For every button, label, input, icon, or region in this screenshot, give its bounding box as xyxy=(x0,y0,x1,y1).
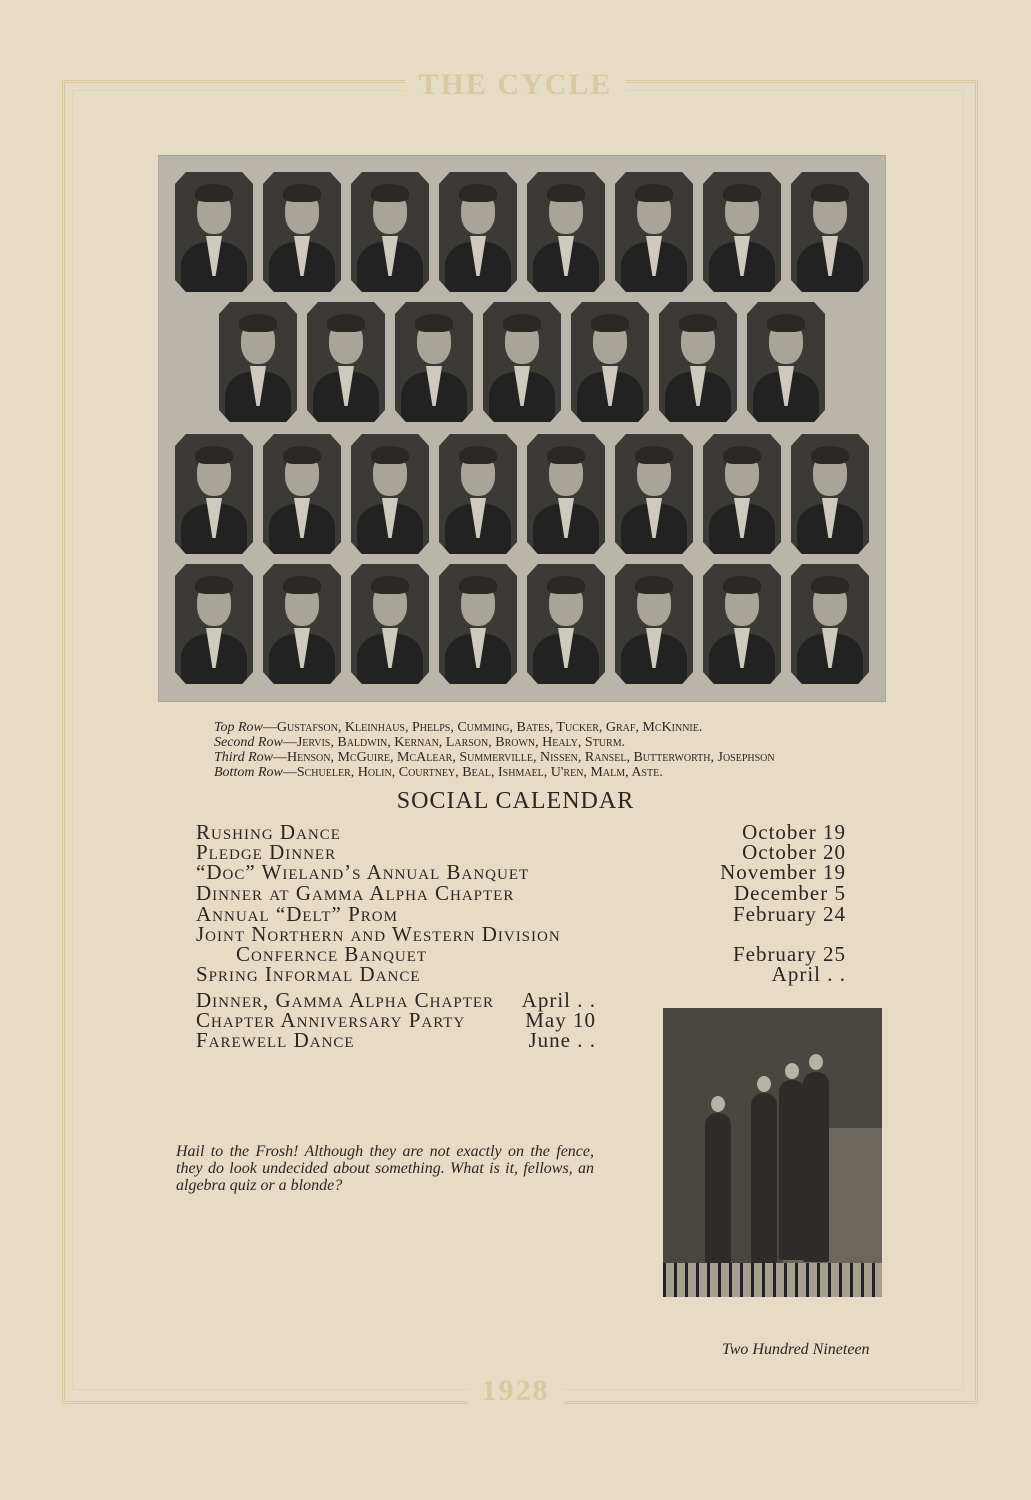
caption-row-label: Top Row xyxy=(214,720,263,735)
event-name: Confernce Banquet xyxy=(236,942,428,966)
event-name: Joint Northern and Western Division xyxy=(196,922,561,946)
calendar-entry xyxy=(196,842,846,862)
event-date: December 5 xyxy=(733,881,846,905)
portrait xyxy=(703,172,781,292)
calendar-title: SOCIAL CALENDAR xyxy=(396,788,635,814)
event-name: Farewell Dance xyxy=(196,1028,355,1052)
portrait xyxy=(791,172,869,292)
event-name: Spring Informal Dance xyxy=(196,962,421,986)
event-date: April . . xyxy=(771,962,846,986)
calendar-entry xyxy=(196,904,846,924)
portrait xyxy=(659,302,737,422)
caption-row-names: —Gustafson, Kleinhaus, Phelps, Cumming, Bates, Tucker, Graf, McKinnie. xyxy=(262,720,703,735)
portrait xyxy=(791,434,869,554)
portrait xyxy=(395,302,473,422)
portrait xyxy=(175,434,253,554)
event-name: “Doc” Wieland’s Annual Banquet xyxy=(196,860,530,884)
event-date: May 10 xyxy=(525,1008,596,1032)
calendar-entry xyxy=(236,944,846,964)
portrait xyxy=(351,434,429,554)
event-date: February 24 xyxy=(732,902,846,926)
event-name: Pledge Dinner xyxy=(196,840,337,864)
portrait xyxy=(263,564,341,684)
header-title: THE CYCLE xyxy=(405,68,627,101)
event-date: October 19 xyxy=(742,820,846,844)
caption-row-label: Second Row xyxy=(214,735,283,750)
calendar-entry xyxy=(196,924,846,944)
portrait-caption xyxy=(214,720,914,780)
portrait xyxy=(351,564,429,684)
portrait xyxy=(615,564,693,684)
portrait xyxy=(571,302,649,422)
snapshot-caption: Hail to the Frosh! Although they are not exactly on the fence, they do look undecided about something. What is it, fellows, an algebra quiz or a blonde? xyxy=(176,1143,594,1194)
portrait xyxy=(175,172,253,292)
portrait xyxy=(527,434,605,554)
running-footer xyxy=(0,1374,1031,1408)
portrait xyxy=(219,302,297,422)
event-name: Chapter Anniversary Party xyxy=(196,1008,466,1032)
calendar-entry xyxy=(196,883,846,903)
event-name: Dinner, Gamma Alpha Chapter xyxy=(196,988,495,1012)
portrait-row-third xyxy=(159,434,885,554)
portrait xyxy=(483,302,561,422)
caption-row-names: —Jervis, Baldwin, Kernan, Larson, Brown, Healy, Sturm. xyxy=(282,735,626,750)
portrait-row-second xyxy=(159,302,885,422)
event-date: October 20 xyxy=(742,840,846,864)
caption-row-names: —Henson, McGuire, McAlear, Summerville, Nissen, Ransel, Butterworth, Josephson xyxy=(273,750,775,765)
event-date: June . . xyxy=(528,1028,596,1052)
portrait-row-top xyxy=(159,172,885,292)
portrait xyxy=(615,434,693,554)
portrait xyxy=(307,302,385,422)
event-date: February 25 xyxy=(732,942,846,966)
caption-line xyxy=(214,720,914,735)
event-date: April . . xyxy=(521,988,596,1012)
event-name: Annual “Delt” Prom xyxy=(196,902,398,926)
portrait xyxy=(263,434,341,554)
event-name: Rushing Dance xyxy=(196,820,341,844)
composite-portrait-panel xyxy=(158,155,886,702)
portrait xyxy=(439,564,517,684)
calendar-entry xyxy=(196,1030,596,1050)
calendar-entry xyxy=(196,822,846,842)
calendar-entry xyxy=(196,1010,596,1030)
calendar-entry xyxy=(196,990,596,1010)
calendar-entry xyxy=(196,862,846,882)
portrait xyxy=(439,172,517,292)
event-date: November 19 xyxy=(720,860,846,884)
portrait xyxy=(527,564,605,684)
caption-row-names: —Schueler, Holin, Courtney, Beal, Ishmael, U'ren, Malm, Aste. xyxy=(282,765,663,780)
portrait xyxy=(351,172,429,292)
freshmen-snapshot xyxy=(663,1008,882,1297)
portrait xyxy=(615,172,693,292)
portrait xyxy=(263,172,341,292)
portrait xyxy=(703,564,781,684)
caption-line xyxy=(214,735,914,750)
portrait xyxy=(703,434,781,554)
caption-row-label: Third Row xyxy=(214,750,273,765)
event-name: Dinner at Gamma Alpha Chapter xyxy=(196,881,515,905)
calendar-entry xyxy=(196,964,846,984)
caption-line xyxy=(214,765,914,780)
portrait xyxy=(175,564,253,684)
footer-year: 1928 xyxy=(468,1374,564,1407)
caption-line xyxy=(214,750,914,765)
portrait xyxy=(747,302,825,422)
caption-row-label: Bottom Row xyxy=(214,765,283,780)
portrait xyxy=(527,172,605,292)
portrait-row-bottom xyxy=(159,564,885,684)
portrait xyxy=(439,434,517,554)
page-number: Two Hundred Nineteen xyxy=(722,1341,870,1358)
portrait xyxy=(791,564,869,684)
running-header xyxy=(0,68,1031,102)
